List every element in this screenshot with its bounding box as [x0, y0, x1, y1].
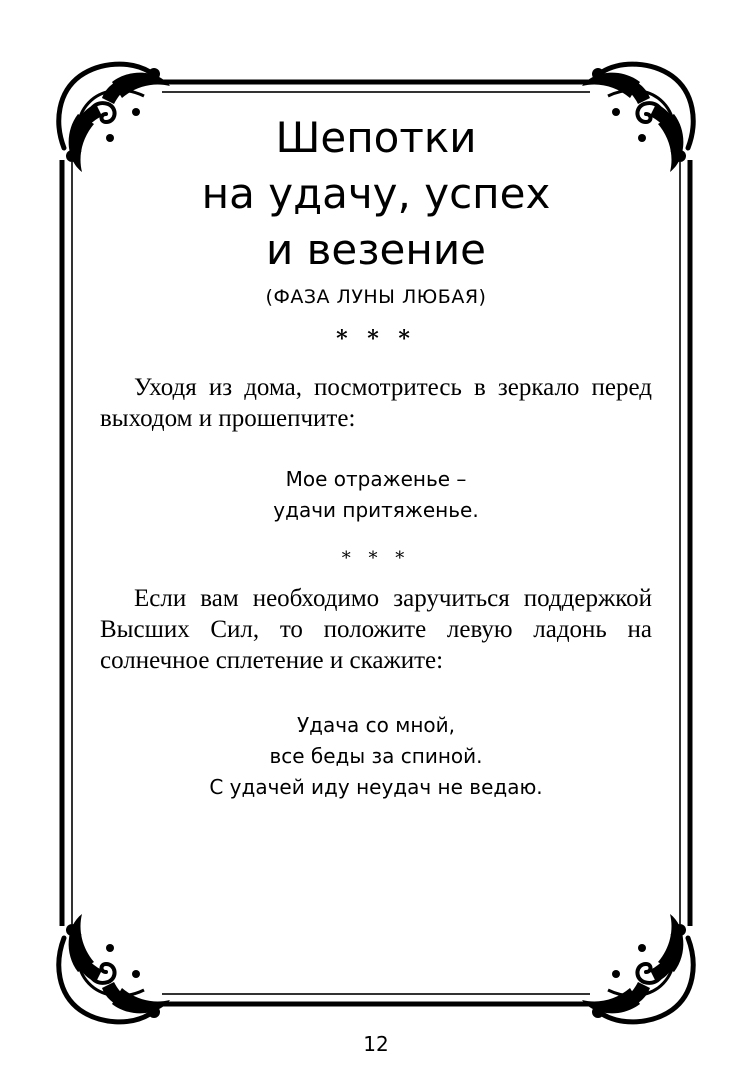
moon-phase-subtitle: (ФАЗА ЛУНЫ ЛЮБАЯ) [265, 286, 487, 308]
page-number: 12 [363, 1032, 389, 1056]
verse-line: удачи притяженье. [273, 498, 479, 522]
instruction-text: Если вам необходимо заручиться поддержкой Высших Сил, то положите левую ладонь на солнечное сплетение и скажите: [100, 585, 652, 674]
title-line: Шепотки [275, 113, 477, 162]
whisper-verse [100, 464, 652, 526]
instruction-text: Уходя из дома, посмотритесь в зеркало перед выходом и прошепчите: [100, 374, 652, 432]
verse-line: Удача со мной, [296, 713, 456, 737]
whisper-verse [100, 710, 652, 803]
instruction-paragraph [100, 583, 652, 676]
page-title [100, 110, 652, 278]
section-separator: * * * [336, 326, 416, 352]
title-line: на удачу, успех [201, 169, 551, 218]
verse-line: Мое отраженье – [285, 467, 467, 491]
verse-line: все беды за спиной. [269, 744, 483, 768]
page-content [100, 110, 652, 803]
instruction-paragraph [100, 372, 652, 434]
title-line: и везение [265, 225, 486, 274]
section-separator: * * * [341, 548, 411, 569]
verse-line: С удачей иду неудач не ведаю. [209, 775, 543, 799]
